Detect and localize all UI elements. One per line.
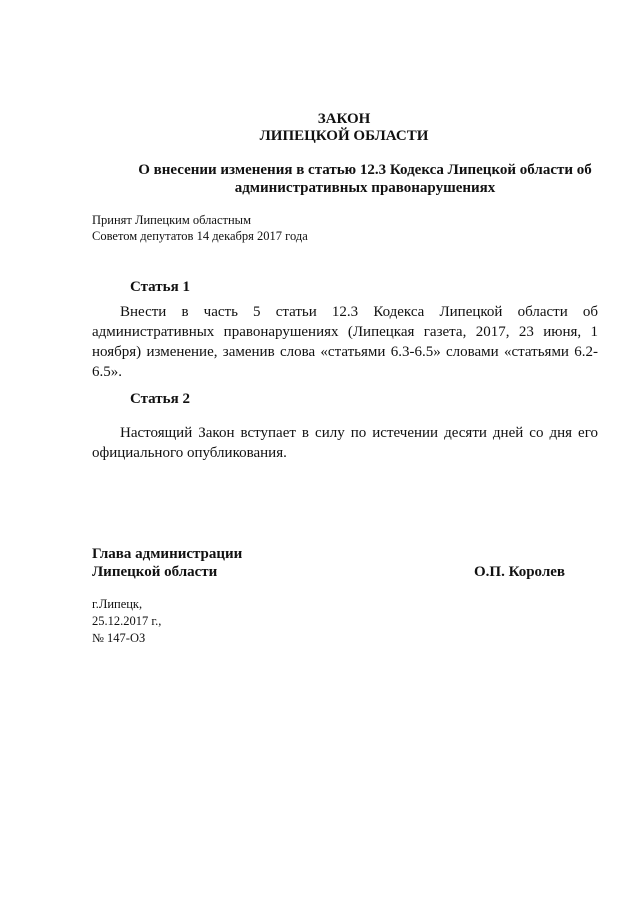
law-title: ЗАКОН: [317, 111, 371, 127]
adoption-note-line-1: Принят Липецким областным: [92, 213, 251, 227]
signatory-name: О.П. Королев: [474, 564, 566, 580]
article-2-heading: Статья 2: [130, 391, 190, 407]
signatory-position-line-2: Липецкой области: [92, 564, 218, 580]
law-region: ЛИПЕЦКОЙ ОБЛАСТИ: [259, 128, 429, 144]
article-2-text: Настоящий Закон вступает в силу по истечении десяти дней со дня его официального опубликования.: [92, 425, 598, 461]
meta-date: 25.12.2017 г.,: [92, 614, 162, 628]
law-subject-line-2: административных правонарушениях: [234, 180, 496, 196]
meta-number: № 147-ОЗ: [92, 631, 146, 645]
adoption-note: [92, 212, 392, 244]
meta-city: г.Липецк,: [92, 597, 143, 611]
adoption-note-line-2: Советом депутатов 14 декабря 2017 года: [92, 229, 308, 243]
signatory-position-line-1: Глава администрации: [92, 546, 243, 562]
law-subject-line-1: О внесении изменения в статью 12.3 Кодекса Липецкой области об: [138, 162, 592, 178]
signatory-position: [92, 545, 352, 581]
article-1-heading: Статья 1: [130, 279, 190, 295]
article-1-text: Внести в часть 5 статьи 12.3 Кодекса Липецкой области об административных правонарушениях (Липецкая газета, 2017, 23 июня, 1 ноября) изменение, заменив слова «статьями 6.3-6.5» словами «статьями 6.2-6.5».: [92, 304, 598, 380]
document-meta: [92, 596, 292, 647]
law-subject: [120, 161, 610, 197]
